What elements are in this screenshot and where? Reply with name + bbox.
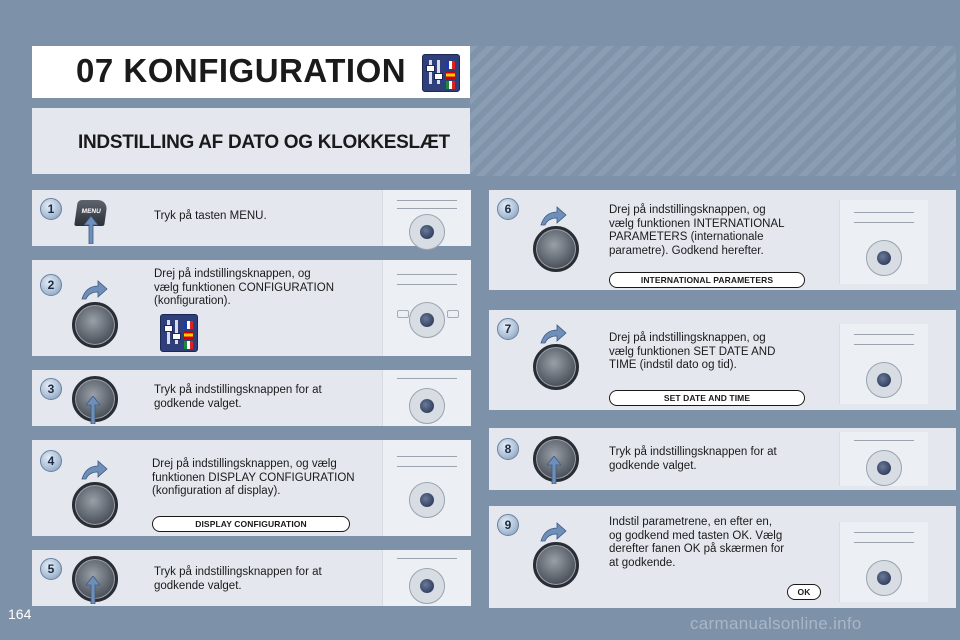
- step-3: [32, 370, 470, 426]
- radio-control-panel-icon: [382, 260, 471, 356]
- step-number: 1: [40, 198, 62, 220]
- step-text: Drej på indstillingsknappen, og vælg funktionen CONFIGURATION (konfiguration).: [154, 268, 335, 307]
- radio-control-panel-icon: [839, 432, 928, 486]
- radio-control-panel-icon: [382, 190, 471, 246]
- step-8: [489, 428, 956, 490]
- step-9: [489, 506, 956, 608]
- set-date-and-time-label: SET DATE AND TIME: [609, 390, 805, 406]
- step-1: [32, 190, 470, 246]
- push-arrow-icon: [86, 576, 100, 604]
- step-text: Tryk på indstillingsknappen for at godkende valget.: [154, 566, 322, 592]
- rotary-knob-icon: [533, 226, 579, 272]
- step-number: 5: [40, 558, 62, 580]
- international-parameters-label: INTERNATIONAL PARAMETERS: [609, 272, 805, 288]
- step-number: 9: [497, 514, 519, 536]
- page-subtitle: INDSTILLING AF DATO OG KLOKKESLÆT: [78, 132, 450, 153]
- rotary-knob-icon: [533, 344, 579, 390]
- step-number: 3: [40, 378, 62, 400]
- step-text: Drej på indstillingsknappen, og vælg funktionen DISPLAY CONFIGURATION (konfiguration af display).: [152, 458, 355, 497]
- configuration-sliders-flags-icon: [160, 314, 198, 352]
- rotary-knob-icon: [533, 542, 579, 588]
- step-number: 6: [497, 198, 519, 220]
- menu-key-icon: MENU: [74, 200, 108, 226]
- title-box: [32, 46, 470, 98]
- rotate-arrow-icon: [539, 522, 567, 542]
- watermark: carmanualsonline.info: [690, 614, 862, 633]
- push-arrow-icon: [547, 456, 561, 484]
- subtitle-box: [32, 108, 470, 174]
- step-text: Tryk på indstillingsknappen for at godkende valget.: [609, 446, 777, 472]
- step-text: Tryk på tasten MENU.: [154, 210, 267, 222]
- step-text: Tryk på indstillingsknappen for at godkende valget.: [154, 384, 322, 410]
- step-number: 7: [497, 318, 519, 340]
- step-number: 2: [40, 274, 62, 296]
- push-arrow-icon: [86, 396, 100, 424]
- step-number: 8: [497, 438, 519, 460]
- step-7: [489, 310, 956, 410]
- push-arrow-icon: [84, 216, 98, 244]
- radio-control-panel-icon: [382, 440, 471, 536]
- radio-control-panel-icon: [839, 522, 928, 602]
- step-5: [32, 550, 470, 606]
- rotate-arrow-icon: [80, 280, 108, 300]
- radio-control-panel-icon: [382, 370, 471, 426]
- step-number: 4: [40, 450, 62, 472]
- radio-control-panel-icon: [382, 550, 471, 606]
- step-4: [32, 440, 470, 536]
- rotary-knob-icon: [72, 482, 118, 528]
- page-title: 07 KONFIGURATION: [76, 52, 407, 89]
- display-configuration-label: DISPLAY CONFIGURATION: [152, 516, 350, 532]
- step-text: Drej på indstillingsknappen, og vælg funktionen SET DATE AND TIME (indstil dato og tid).: [609, 332, 776, 371]
- rotate-arrow-icon: [80, 460, 108, 480]
- decorative-stripes: [470, 46, 956, 176]
- rotate-arrow-icon: [539, 324, 567, 344]
- configuration-sliders-flags-icon: [422, 54, 460, 92]
- step-6: [489, 190, 956, 290]
- step-text: Indstil parametrene, en efter en, og godkend med tasten OK. Vælg derefter fanen OK på skærmen for at godkende.: [609, 516, 785, 569]
- radio-control-panel-icon: [839, 324, 928, 404]
- ok-label: OK: [787, 584, 821, 600]
- rotate-arrow-icon: [539, 206, 567, 226]
- step-2: [32, 260, 470, 356]
- step-text: Drej på indstillingsknappen, og vælg funktionen INTERNATIONAL PARAMETERS (internationale parametre). Godkend herefter.: [609, 204, 785, 257]
- page-number: 164: [8, 606, 32, 622]
- rotary-knob-icon: [72, 302, 118, 348]
- radio-control-panel-icon: [839, 200, 928, 284]
